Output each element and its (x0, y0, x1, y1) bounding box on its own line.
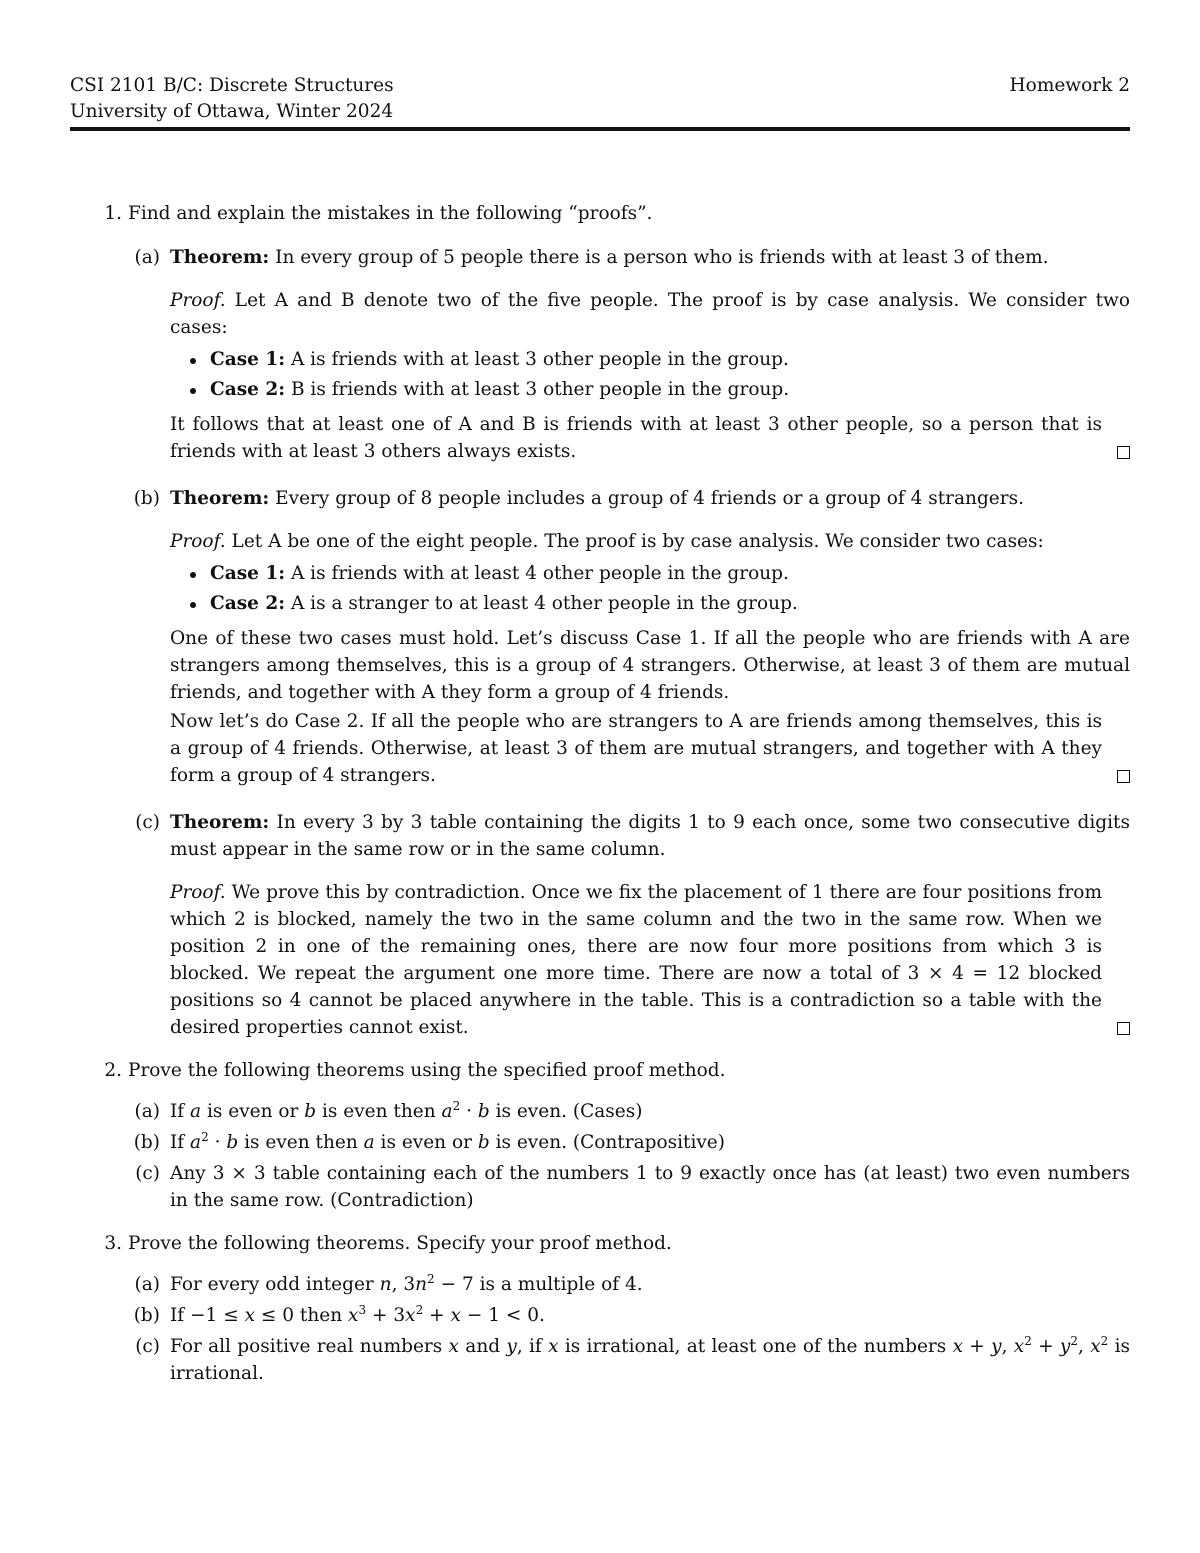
case-label: Case 1: (210, 349, 286, 370)
part-label: (a) (134, 1101, 160, 1122)
question-3 (70, 1230, 1130, 1387)
math-var: x (450, 1305, 461, 1326)
part-3b (124, 1302, 1130, 1329)
math-expr: + y (1031, 1336, 1071, 1357)
proof-label: Proof. (170, 882, 226, 903)
document-page (70, 0, 1130, 1553)
paragraph-text: Now let’s do Case 2. If all the people who are strangers to A are friends among themselves, this is a group of 4 friends. Otherwise, at least 3 of them are mutual strangers, and together with A they form a group of 4 strangers. (170, 711, 1102, 786)
theorem (170, 809, 1130, 863)
math-exponent: 2 (1024, 1333, 1032, 1348)
conclusion-text: It follows that at least one of A and B is friends with at least 3 other people, so a person that is friends with at least 3 others always exists. (170, 414, 1102, 462)
list-item (186, 589, 1130, 619)
proof-paragraph (170, 708, 1130, 789)
math-exponent: 2 (452, 1098, 461, 1113)
text-segment: ≤ 0 then (255, 1305, 349, 1326)
qed-box-icon (1117, 770, 1130, 783)
math-var: y (506, 1336, 517, 1357)
question-text: Prove the following theorems using the specified proof method. (128, 1060, 726, 1081)
part-text (170, 1333, 1130, 1387)
part-text (170, 1271, 1130, 1298)
question-number: 2. (104, 1060, 122, 1081)
theorem-label: Theorem: (170, 812, 270, 833)
part-3c (124, 1333, 1130, 1387)
proof-label: Proof. (170, 290, 226, 311)
math-var: a (363, 1132, 375, 1153)
math-var: x (448, 1336, 459, 1357)
qed-box-icon (1117, 446, 1130, 459)
text-segment: , if (516, 1336, 549, 1357)
theorem-label: Theorem: (170, 247, 270, 268)
case-text: A is friends with at least 4 other people in the group. (290, 563, 789, 584)
text-segment: is even then (238, 1132, 364, 1153)
math-exponent: 3 (358, 1302, 367, 1317)
math-var: a (190, 1101, 202, 1122)
assignment-title: Homework 2 (1009, 75, 1130, 96)
list-item (186, 375, 1130, 405)
case-text: A is a stranger to at least 4 other people in the group. (290, 593, 798, 614)
math-var: x (348, 1305, 359, 1326)
math-expr: · b (208, 1132, 239, 1153)
part-label: (b) (133, 488, 160, 509)
theorem (170, 244, 1130, 271)
case-text: B is friends with at least 3 other people in the group. (290, 379, 790, 400)
text-segment: + (423, 1305, 451, 1326)
proof-intro: Let A be one of the eight people. The proof is by case analysis. We consider two cases: (231, 531, 1044, 552)
math-exponent: 2 (201, 1129, 209, 1144)
part-1c (124, 809, 1130, 1041)
case-label: Case 1: (210, 563, 286, 584)
math-var: n (415, 1274, 428, 1295)
math-var: x (548, 1336, 559, 1357)
math-exponent: 2 (415, 1302, 424, 1317)
proof-label: Proof. (170, 531, 226, 552)
math-expr: x + y (952, 1336, 1002, 1357)
proof-conclusion (170, 411, 1130, 465)
case-list (170, 345, 1130, 405)
text-segment: is even or (374, 1132, 478, 1153)
part-2a (124, 1098, 1130, 1125)
theorem-label: Theorem: (170, 488, 270, 509)
part-text: Any 3 × 3 table containing each of the numbers 1 to 9 exactly once has (at least) two even numbers in the same row. (Contradiction) (170, 1163, 1130, 1211)
header-rule (70, 127, 1130, 131)
question-number: 1. (104, 203, 122, 224)
part-label: (c) (135, 812, 160, 833)
course-title: CSI 2101 B/C: Discrete Structures (70, 75, 394, 96)
part-text (170, 1302, 1130, 1329)
math-expr: · b (460, 1101, 490, 1122)
question-1 (70, 200, 1130, 1041)
part-2c (124, 1160, 1130, 1214)
proof-paragraph: One of these two cases must hold. Let’s discuss Case 1. If all the people who are friends with A are strangers among themselves, this is a group of 4 strangers. Otherwise, at least 3 of them are mutual friends, and together with A they form a group of 4 friends. (170, 628, 1130, 703)
part-text (170, 1098, 1130, 1125)
question-text: Prove the following theorems. Specify your proof method. (128, 1233, 672, 1254)
text-segment: If (170, 1101, 191, 1122)
part-3a (124, 1271, 1130, 1298)
case-label: Case 2: (210, 593, 286, 614)
proof (170, 528, 1130, 789)
proof (170, 287, 1130, 465)
text-segment: , (1078, 1336, 1091, 1357)
qed-box-icon (1117, 1022, 1130, 1035)
text-segment: is even. (Cases) (489, 1101, 643, 1122)
case-list (170, 559, 1130, 619)
university-term: University of Ottawa, Winter 2024 (70, 101, 394, 122)
text-segment: For all positive real numbers (170, 1336, 449, 1357)
text-segment: is even then (316, 1101, 442, 1122)
part-label: (c) (135, 1336, 160, 1357)
question-number: 3. (104, 1233, 122, 1254)
theorem-text: In every 3 by 3 table containing the digits 1 to 9 each once, some two consecutive digits must appear in the same row or in the same column. (170, 812, 1130, 860)
list-item (186, 345, 1130, 375)
questions (70, 200, 1130, 1397)
text-segment: − 7 is a multiple of 4. (434, 1274, 643, 1295)
part-1b (124, 485, 1130, 789)
proof-intro: Let A and B denote two of the five people. The proof is by case analysis. We consider two cases: (170, 290, 1130, 338)
page-header (70, 73, 1130, 125)
text-segment: is irrational, at least one of the numbers (558, 1336, 953, 1357)
part-text (170, 1129, 1130, 1156)
case-text: A is friends with at least 3 other people in the group. (290, 349, 789, 370)
math-exponent: 2 (427, 1271, 435, 1286)
math-var: b (304, 1101, 317, 1122)
text-segment: If (170, 1132, 191, 1153)
theorem-text: Every group of 8 people includes a group of 4 friends or a group of 4 strangers. (275, 488, 1024, 509)
text-segment: and (458, 1336, 507, 1357)
part-label: (c) (135, 1163, 160, 1184)
text-segment: , 3 (391, 1274, 416, 1295)
text-segment: is even. (Contrapositive) (489, 1132, 725, 1153)
math-var: b (477, 1132, 490, 1153)
part-1a (124, 244, 1130, 465)
math-exponent: 2 (1070, 1333, 1079, 1348)
proof (170, 879, 1130, 1041)
part-label: (b) (133, 1305, 160, 1326)
proof-text: We prove this by contradiction. Once we fix the placement of 1 there are four positions from which 2 is blocked, namely the two in the same column and the two in the same row. When we position 2 in one of the remaining ones, there are now four more positions from which 3 is blocked. We repeat the argument one more time. There are now a total of 3 × 4 = 12 blocked positions so 4 cannot be placed anywhere in the table. This is a contradiction so a table with the desired properties cannot exist. (170, 882, 1102, 1038)
theorem-text: In every group of 5 people there is a person who is friends with at least 3 of them. (275, 247, 1049, 268)
text-segment: If −1 ≤ (170, 1305, 245, 1326)
math-exponent: 2 (1100, 1333, 1109, 1348)
math-var: x (244, 1305, 256, 1326)
case-label: Case 2: (210, 379, 286, 400)
math-var: x (405, 1305, 416, 1326)
text-segment: is even or (201, 1101, 305, 1122)
text-segment: For every odd integer (170, 1274, 380, 1295)
question-text: Find and explain the mistakes in the following “proofs”. (128, 203, 653, 224)
text-segment: , (1001, 1336, 1014, 1357)
math-var: a (190, 1132, 202, 1153)
part-label: (a) (134, 1274, 160, 1295)
math-var: x (1090, 1336, 1101, 1357)
text-segment: + 3 (366, 1305, 406, 1326)
question-2 (70, 1057, 1130, 1214)
math-var: n (379, 1274, 392, 1295)
part-2b (124, 1129, 1130, 1156)
math-var: a (441, 1101, 453, 1122)
text-segment: is irrational. (170, 1336, 1131, 1384)
part-label: (b) (133, 1132, 160, 1153)
text-segment: − 1 < 0. (460, 1305, 545, 1326)
theorem (170, 485, 1130, 512)
list-item (186, 559, 1130, 589)
math-var: x (1013, 1336, 1025, 1357)
part-label: (a) (134, 247, 160, 268)
